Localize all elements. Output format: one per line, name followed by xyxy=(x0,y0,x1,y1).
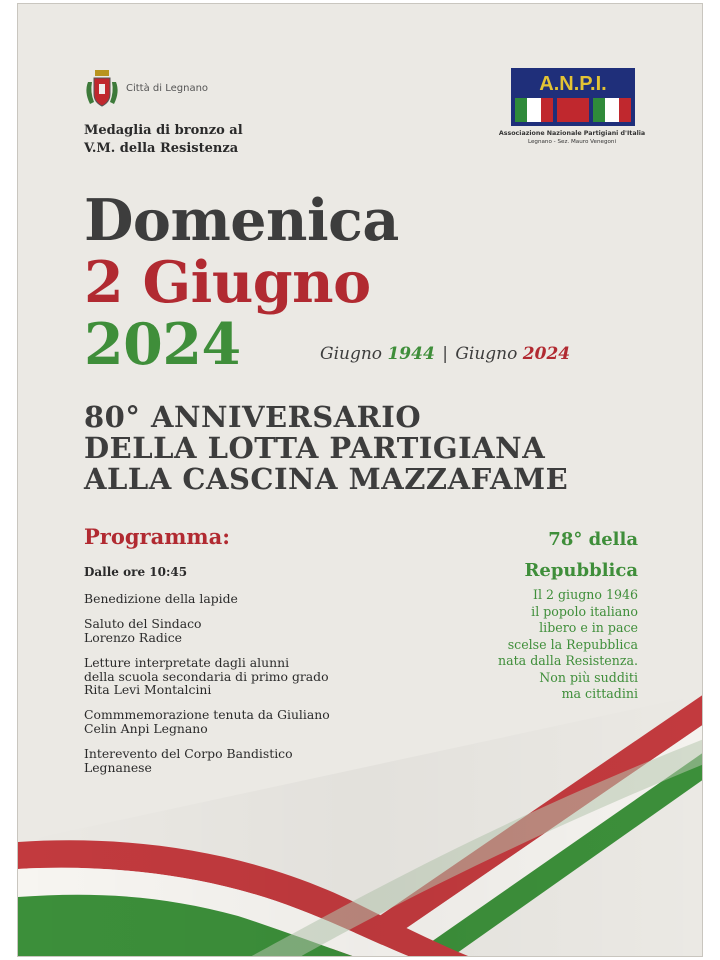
city-name: Città di Legnano xyxy=(126,83,209,94)
republic-heading xyxy=(468,524,638,586)
headline-year: 2024 xyxy=(84,311,241,378)
medal-line-2: V.M. della Resistenza xyxy=(84,141,239,156)
republic-text-line: Il 2 giugno 1946 xyxy=(532,587,638,602)
program-item-line: Letture interpretate dagli alunni xyxy=(84,655,290,671)
anpi-subtitle: Legnano - Sez. Mauro Venegoni xyxy=(527,139,617,145)
anniversary-line-3: ALLA CASCINA MAZZAFAME xyxy=(84,462,569,496)
republic-text-line: ma cittadini xyxy=(561,686,638,701)
republic-text-line: libero e in pace xyxy=(539,620,638,635)
program-item-line: Rita Levi Montalcini xyxy=(84,682,212,698)
program-item-line: Saluto del Sindaco xyxy=(84,616,202,632)
republic-text xyxy=(438,587,638,703)
program-item xyxy=(84,592,414,605)
program-item-line: Legnanese xyxy=(84,759,152,775)
anpi-logo xyxy=(511,68,635,126)
program-item-line: della scuola secondaria di primo grado xyxy=(84,668,329,684)
program-item-line: Benedizione della lapide xyxy=(84,591,238,606)
anpi-title: Associazione Nazionale Partigiani d'Italia xyxy=(498,130,646,137)
program-list xyxy=(84,592,414,786)
medal-text xyxy=(84,122,243,158)
dates-year-a: 1944 xyxy=(387,344,435,364)
republic-text-line: Non più sudditi xyxy=(539,669,638,685)
dates-line xyxy=(320,344,570,364)
program-item xyxy=(84,747,414,774)
anpi-logo-text: A.N.P.I. xyxy=(539,73,607,95)
program-item xyxy=(84,617,414,644)
headline-day: Domenica xyxy=(84,187,399,254)
republic-heading-line-2: Repubblica xyxy=(524,560,638,581)
medal-line-1: Medaglia di bronzo al xyxy=(84,123,243,138)
program-time: Dalle ore 10:45 xyxy=(84,565,188,579)
anniversary-title xyxy=(84,402,568,495)
republic-text-line: il popolo italiano xyxy=(531,603,638,619)
dates-giugno-a: Giugno xyxy=(320,344,383,364)
program-item xyxy=(84,708,414,735)
dates-separator: | xyxy=(442,344,448,364)
program-item xyxy=(84,656,414,696)
program-item-line: Lorenzo Radice xyxy=(84,629,183,645)
dates-giugno-b: Giugno xyxy=(455,344,518,364)
program-item-line: Commmemorazione tenuta da Giuliano xyxy=(84,707,330,723)
city-coat-of-arms-icon xyxy=(84,68,120,112)
republic-heading-line-1: 78° della xyxy=(548,529,638,550)
anniversary-line-1: 80° ANNIVERSARIO xyxy=(84,400,422,434)
headline-date: 2 Giugno xyxy=(84,249,371,316)
republic-text-line: nata dalla Resistenza. xyxy=(498,653,638,668)
anniversary-line-2: DELLA LOTTA PARTIGIANA xyxy=(84,431,546,465)
poster xyxy=(17,3,703,957)
dates-year-b: 2024 xyxy=(522,344,571,364)
program-item-line: Celin Anpi Legnano xyxy=(84,720,208,736)
program-item-line: Interevento del Corpo Bandistico xyxy=(84,746,293,762)
republic-text-line: scelse la Repubblica xyxy=(507,636,638,652)
program-title: Programma: xyxy=(84,524,231,549)
